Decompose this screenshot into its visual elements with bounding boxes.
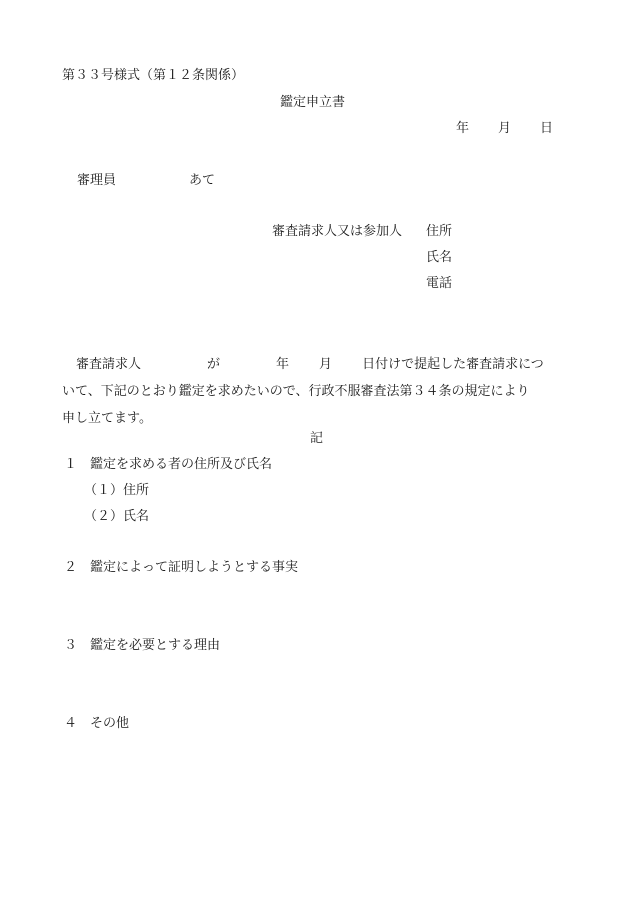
body-line-3: 申し立てます。 [62,411,152,426]
item-4: ４ その他 [64,716,130,731]
date-month: 月 [498,121,512,136]
date-year: 年 [456,121,470,136]
body-line-2: いて、下記のとおり鑑定を求めたいので、行政不服審査法第３４条の規定により [62,384,530,399]
item-2: ２ 鑑定によって証明しようとする事実 [64,560,299,575]
date-day: 日 [540,121,554,136]
body-date-rest: 日付けで提起した審査請求につ [362,357,544,372]
applicant-address-label: 住所 [426,224,453,239]
item-1: １ 鑑定を求める者の住所及び氏名 [64,457,273,472]
body-line-1 [62,351,582,378]
body-paragraph [62,351,582,432]
applicant-label: 審査請求人又は参加人 [272,224,403,239]
ki-heading: 記 [310,431,324,446]
body-claimant: 審査請求人 [76,357,142,372]
item-1-sub-address: （１）住所 [84,483,150,498]
applicant-name-label: 氏名 [426,250,453,265]
addressee-role: 審理員 [77,173,117,188]
body-year: 年 [276,357,290,372]
body-month: 月 [319,357,333,372]
body-ga: が [207,357,221,372]
document-title: 鑑定申立書 [280,95,346,110]
form-number: 第３３号様式（第１２条関係） [62,68,245,83]
addressee-suffix: あて [189,173,216,188]
item-3: ３ 鑑定を必要とする理由 [64,638,221,653]
item-1-sub-name: （２）氏名 [84,509,150,524]
applicant-phone-label: 電話 [426,276,453,291]
